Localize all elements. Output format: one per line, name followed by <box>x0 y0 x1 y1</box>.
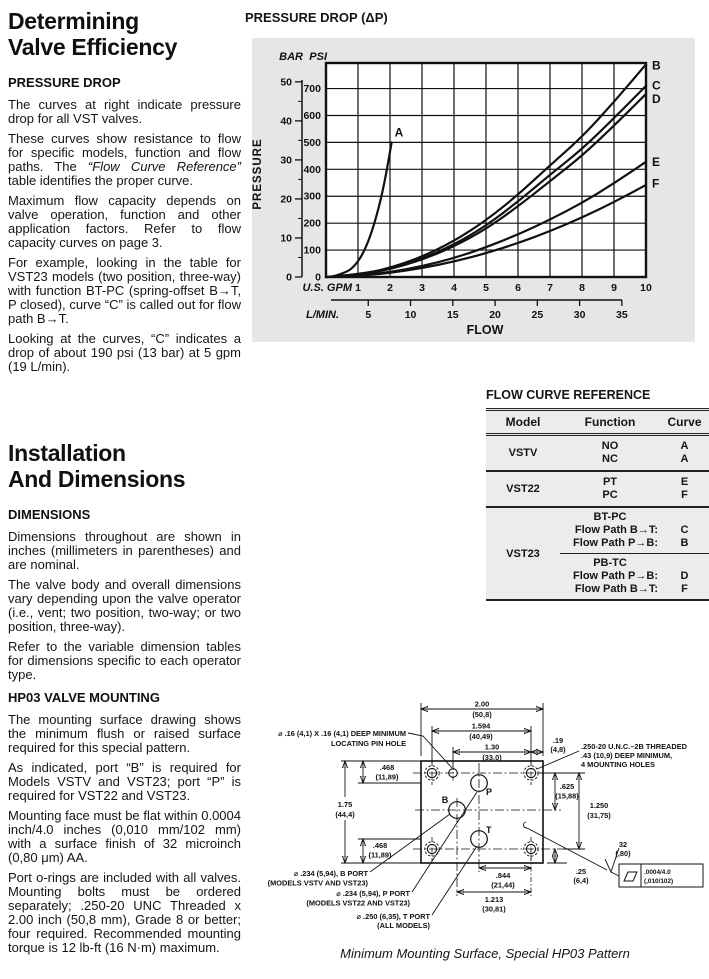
function-value: Flow Path P→B: <box>573 570 658 582</box>
gpm-tick-label: 3 <box>419 282 425 294</box>
dim-25-in: .25 <box>575 867 587 876</box>
t-port-label: T <box>486 825 492 835</box>
italic-phrase: “Flow Curve Reference” <box>87 159 241 174</box>
curve-value: F <box>681 489 688 501</box>
curve-label-D: D <box>652 91 661 106</box>
hp03-mounting-drawing <box>245 690 709 942</box>
curve-label-C: C <box>652 78 661 93</box>
mounting-hole <box>524 761 538 785</box>
leader-line <box>408 733 452 768</box>
pin-hole-callout-line2: LOCATING PIN HOLE <box>331 739 406 748</box>
psi-tick-label: 100 <box>303 244 321 257</box>
thread-callout-line1: .250-20 U.N.C.–2B THREADED <box>581 742 687 751</box>
dim-175-mm: (44,4) <box>335 810 355 819</box>
paragraph: Looking at the curves, “C” indicates a drop of about 190 psi (13 bar) at 5 gpm (19 L/min). <box>8 331 241 374</box>
bar-tick-label: 50 <box>280 76 292 89</box>
title-line: Determining <box>8 8 139 34</box>
function-group-title: PB-TC <box>593 557 627 569</box>
col-header-curve: Curve <box>667 415 702 429</box>
curve-label-E: E <box>652 154 661 169</box>
paragraph: Dimensions throughout are shown in inches (millimeters in parentheses) and are nominal. <box>8 529 241 572</box>
dim-1213-in: 1.213 <box>484 895 504 904</box>
section-determining-valve-efficiency <box>8 8 241 380</box>
t-port-callout-line2: (ALL MODELS) <box>377 921 430 930</box>
gpm-tick-label: 7 <box>547 282 553 294</box>
y-axis-title: PRESSURE <box>252 138 264 210</box>
p-port-label: P <box>486 787 493 797</box>
x-axis-title: FLOW <box>466 323 504 337</box>
t-port-callout-line1: ⌀ .250 (6,35), T PORT <box>356 912 430 921</box>
curve-label-B: B <box>652 58 661 73</box>
function-value: Flow Path B→T: <box>574 524 658 536</box>
function-group-title: BT-PC <box>593 511 627 523</box>
pressure-drop-chart <box>248 34 703 346</box>
col-header-function: Function <box>584 415 636 429</box>
flatness-icon <box>624 872 637 881</box>
flatness-value-1: .0004/4.0 <box>644 869 671 876</box>
gpm-axis-title: U.S. GPM <box>302 282 352 294</box>
bar-axis-title: BAR <box>279 51 303 63</box>
function-cell <box>560 436 660 470</box>
curve-value: A <box>680 440 689 452</box>
table-title: FLOW CURVE REFERENCE <box>486 388 651 402</box>
dim-25-mm: (6,4) <box>573 876 589 885</box>
p-port-callout-line2: (MODELS VST22 AND VST23) <box>306 898 410 908</box>
model-cell: VSTV <box>508 447 538 459</box>
paragraph: The mounting surface drawing shows the minimum flush or raised surface required for this special pattern. <box>8 712 241 755</box>
model-cell: VST23 <box>506 547 540 560</box>
bar-tick-label: 30 <box>280 154 292 167</box>
function-value: Flow Path P→B: <box>573 537 658 549</box>
thread-callout-line2: .43 (10,9) DEEP MINIMUM, <box>581 751 673 760</box>
text-run: table identifies the proper curve. <box>8 173 193 188</box>
function-value: NO <box>601 440 619 452</box>
gpm-tick-label: 5 <box>483 282 489 294</box>
lmin-axis-title: L/MIN. <box>306 309 339 321</box>
body-text <box>8 713 241 955</box>
curve-cell <box>660 436 709 470</box>
curve-value: C <box>680 524 689 536</box>
b-port-callout-line1: ⌀ .234 (5,94), B PORT <box>293 869 368 878</box>
lmin-tick-label: 35 <box>616 309 628 321</box>
dim-175-in: 1.75 <box>337 800 353 809</box>
model-cell: VST22 <box>506 483 540 495</box>
curve-cell <box>660 511 709 550</box>
psi-tick-label: 200 <box>303 217 321 230</box>
lmin-tick-label: 10 <box>404 309 417 321</box>
table-row <box>486 472 709 508</box>
curve-cell <box>660 557 709 596</box>
gpm-tick-label: 9 <box>611 282 617 294</box>
curve-value: A <box>680 453 689 465</box>
gpm-tick-label: 4 <box>451 282 457 294</box>
dim-1250-in: 1.250 <box>589 801 609 810</box>
bar-tick-label: 20 <box>280 193 292 206</box>
gpm-tick-label: 6 <box>515 282 521 294</box>
surface-mark <box>523 822 527 828</box>
section-title <box>8 440 241 492</box>
dim-130-in: 1.30 <box>484 742 500 752</box>
curve-label-A: A <box>394 125 404 140</box>
title-line: Installation <box>8 440 126 466</box>
p-port-callout-line1: ⌀ .234 (5,94), P PORT <box>336 889 410 898</box>
psi-tick-label: 400 <box>303 163 321 176</box>
function-value: PT <box>602 476 618 488</box>
drawing-caption: Minimum Mounting Surface, Special HP03 Pattern <box>340 946 630 961</box>
psi-tick-label: 0 <box>315 271 321 284</box>
pressure-drop-heading: PRESSURE DROP <box>8 75 121 90</box>
curve-cell <box>660 472 709 506</box>
paragraph: Mounting face must be flat within 0.0004 inch/4.0 inches (0,010 mm/102 mm) with a surface finish of 32 microinch (0,80 μm) AA. <box>8 808 241 865</box>
function-value: Flow Path B→T: <box>574 583 658 595</box>
leader-line <box>611 872 619 876</box>
flow-curve-reference-table <box>486 388 709 601</box>
dim-468-top-mm: (11,89) <box>375 772 399 782</box>
dim-844-in: .844 <box>495 871 511 880</box>
curve-value: E <box>680 476 689 488</box>
lmin-tick-label: 25 <box>531 309 544 321</box>
section-hp03-valve-mounting <box>8 690 241 961</box>
function-cell <box>560 472 660 506</box>
title-line: Valve Efficiency <box>8 34 178 60</box>
section-title <box>8 8 241 60</box>
pin-hole-callout-line1: ⌀ .16 (4,1) X .16 (4,1) DEEP MINIMUM <box>278 729 406 738</box>
dim-overall-width-mm: (50,8) <box>472 710 492 719</box>
thread-callout-line3: 4 MOUNTING HOLES <box>581 760 655 769</box>
dim-468-bottom-mm: (11,89) <box>368 850 392 860</box>
paragraph: Maximum flow capacity depends on valve operation, function and other application factors. Refer to flow capacity curves on page 3. <box>8 193 241 250</box>
table-row <box>486 508 709 599</box>
dim-844-mm: (21,44) <box>491 880 515 890</box>
curve-value: D <box>680 570 689 582</box>
gpm-tick-label: 10 <box>640 282 652 294</box>
gpm-tick-label: 8 <box>579 282 585 294</box>
flatness-callout-box <box>619 864 703 887</box>
gpm-tick-label: 2 <box>387 282 393 294</box>
psi-tick-label: 300 <box>303 190 321 203</box>
body-text <box>8 98 241 374</box>
b-port-callout-line2: (MODELS VSTV AND VST23) <box>267 878 368 888</box>
title-line: And Dimensions <box>8 466 186 492</box>
leader-line <box>432 846 477 915</box>
dim-1594-in: 1.594 <box>471 721 491 731</box>
function-value: NC <box>602 453 618 465</box>
dim-625-mm: (15,88) <box>555 791 579 801</box>
lmin-tick-label: 20 <box>489 309 501 321</box>
dim-130-mm: (33,0) <box>482 753 502 762</box>
table-row <box>486 436 709 472</box>
surface-finish-value: 32 <box>618 840 628 849</box>
paragraph: The valve body and overall dimensions vary depending upon the valve operator (i.e., vent; two position, two-way; or two position, three-way). <box>8 577 241 634</box>
text-run: These curves show resistance to flow for specific models, function and flow paths. The <box>8 131 241 174</box>
dim-468-bottom-in: .468 <box>372 841 388 850</box>
paragraph <box>8 132 241 188</box>
dim-1250-mm: (31,75) <box>587 811 611 820</box>
dim-625-in: .625 <box>559 782 575 791</box>
body-text <box>8 530 241 682</box>
bar-tick-label: 0 <box>286 271 292 284</box>
lmin-tick-label: 5 <box>365 309 372 321</box>
chart-title: PRESSURE DROP (ΔP) <box>245 10 388 25</box>
paragraph: Port o-rings are included with all valves. Mounting bolts must be ordered separately; .250-20 UNC Threaded x 2.00 inch (50,8 mm), Grade 8 or better; four required. Recommended mounting torque is 12 lb-ft (16 N·m) maximum. <box>8 870 241 955</box>
curve-value: B <box>680 537 689 549</box>
section-installation-and-dimensions <box>8 440 241 688</box>
dim-overall-width-in: 2.00 <box>474 699 490 709</box>
col-header-model: Model <box>505 415 541 429</box>
psi-tick-label: 700 <box>303 83 321 96</box>
function-cell <box>560 511 660 550</box>
mounting-hole <box>425 761 439 785</box>
function-group <box>560 508 709 553</box>
function-value: PC <box>602 489 618 501</box>
mounting-hole <box>425 837 439 861</box>
dim-019-in: .19 <box>552 736 564 745</box>
b-port-label: B <box>441 795 449 805</box>
table-box <box>486 408 709 601</box>
psi-tick-label: 600 <box>303 109 321 122</box>
curve-value: F <box>681 583 688 595</box>
paragraph: As indicated, port “B” is required for Models VSTV and VST23; port “P” is required for VST22 and VST23. <box>8 760 241 803</box>
dimensions-heading: DIMENSIONS <box>8 507 91 522</box>
psi-tick-label: 500 <box>303 136 321 149</box>
lmin-tick-label: 15 <box>446 309 459 321</box>
bar-tick-label: 10 <box>280 232 292 245</box>
psi-axis-title: PSI <box>309 51 327 63</box>
paragraph: Refer to the variable dimension tables for dimensions specific to each operator type. <box>8 639 241 682</box>
vst23-subrows <box>560 508 709 599</box>
lmin-tick-label: 30 <box>573 309 586 321</box>
dim-019-mm: (4,8) <box>550 745 566 754</box>
function-group <box>560 553 709 599</box>
table-header-row <box>486 411 709 436</box>
bar-tick-label: 40 <box>280 115 292 128</box>
dim-1594-mm: (40,49) <box>469 732 493 741</box>
paragraph: The curves at right indicate pressure drop for all VST valves. <box>8 97 241 126</box>
curve-label-F: F <box>652 176 660 191</box>
dim-468-top-in: .468 <box>379 763 395 772</box>
function-cell <box>560 557 660 596</box>
gpm-tick-label: 1 <box>355 282 361 294</box>
paragraph: For example, looking in the table for VST23 models (two position, three-way) with function BT-PC (spring-offset B→T, P closed), curve “C” is called out for flow path B→T. <box>8 255 241 326</box>
flatness-value-2: (,010/102) <box>644 878 674 885</box>
hp03-heading: HP03 VALVE MOUNTING <box>8 690 160 705</box>
dim-1213-mm: (30,81) <box>482 904 506 914</box>
surface-finish-mm: (,80) <box>615 849 631 858</box>
